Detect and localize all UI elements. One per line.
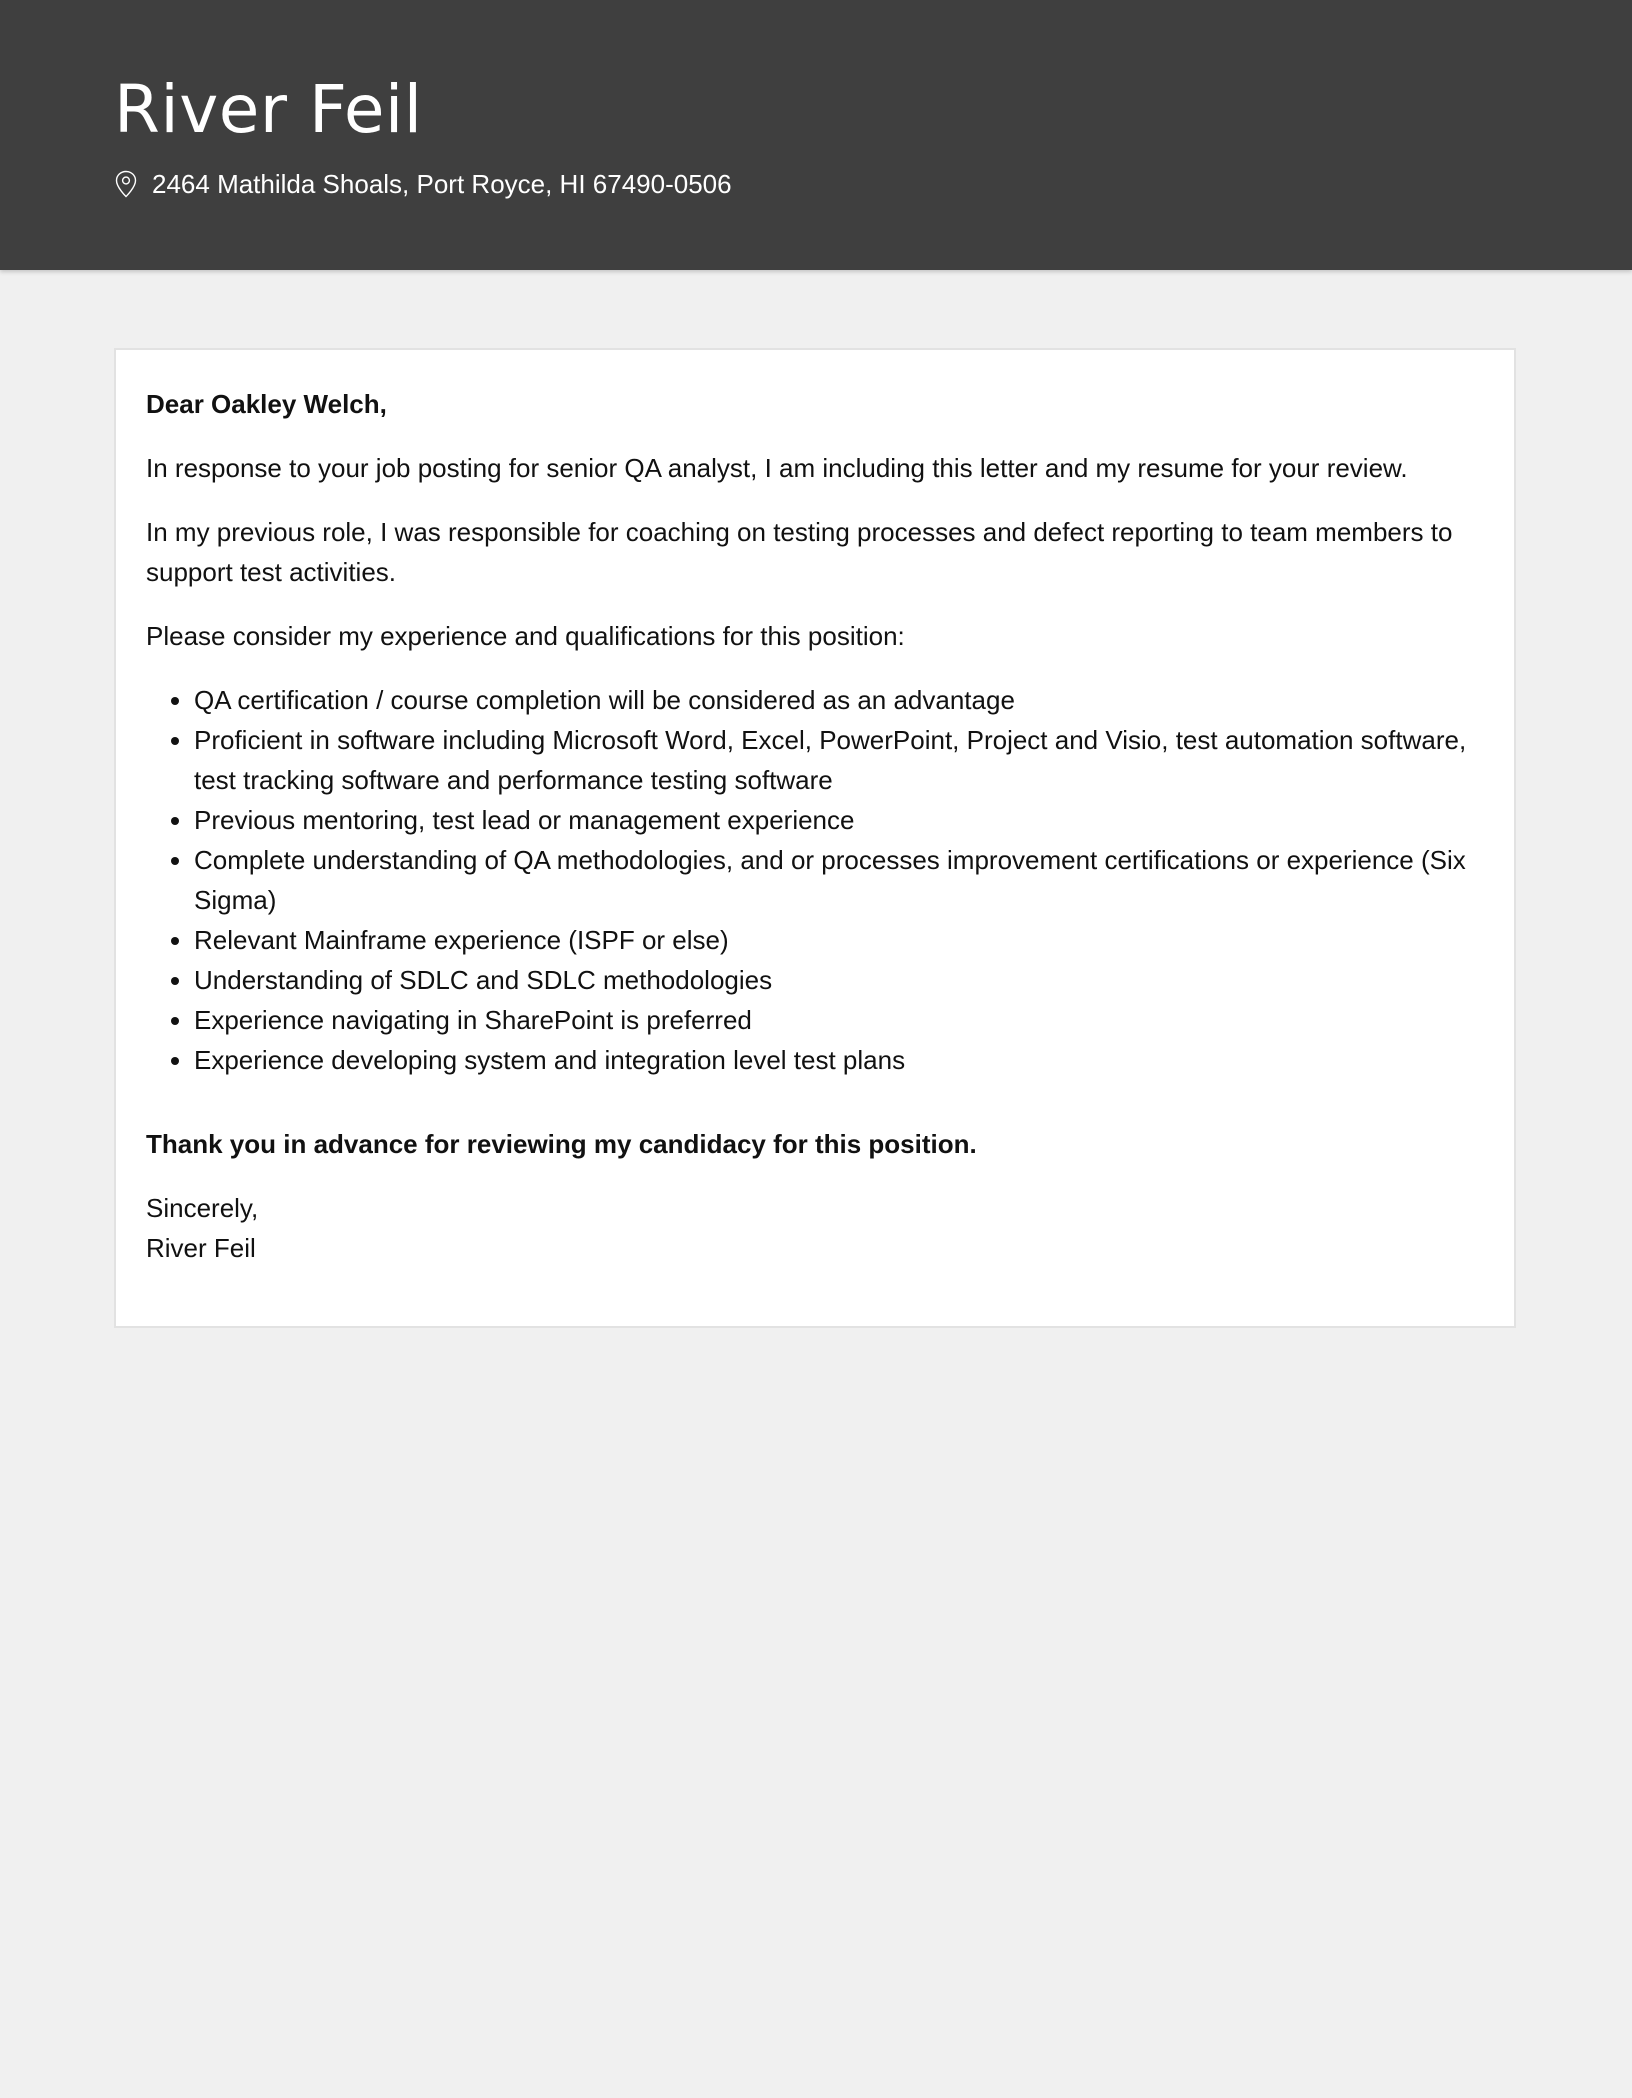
applicant-name: River Feil xyxy=(114,71,423,148)
intro-paragraph: In response to your job posting for senior QA analyst, I am including this letter and my resume for your review. xyxy=(146,453,1408,483)
closing-line: Thank you in advance for reviewing my candidacy for this position. xyxy=(146,1129,977,1159)
list-item: • Experience developing system and integration level test plans xyxy=(194,1040,1486,1080)
applicant-address: 2464 Mathilda Shoals, Port Royce, HI 67490-0506 xyxy=(152,168,732,199)
qualifications-list xyxy=(146,680,1486,1080)
qualifications-intro: Please consider my experience and qualifications for this position: xyxy=(146,621,905,651)
experience-paragraph: In my previous role, I was responsible for coaching on testing processes and defect reporting to team members to support test activities. xyxy=(146,517,1453,587)
letter-body xyxy=(146,384,1486,1268)
salutation: Dear Oakley Welch, xyxy=(146,389,387,419)
letter-card xyxy=(114,348,1516,1328)
header-banner xyxy=(0,0,1632,270)
list-item: • QA certification / course completion will be considered as an advantage xyxy=(194,680,1486,720)
list-item: • Understanding of SDLC and SDLC methodologies xyxy=(194,960,1486,1000)
map-pin-icon xyxy=(114,170,138,198)
list-item: • Experience navigating in SharePoint is preferred xyxy=(194,1000,1486,1040)
signoff: Sincerely, xyxy=(146,1193,259,1223)
signature-name: River Feil xyxy=(146,1233,256,1263)
list-item: • Proficient in software including Microsoft Word, Excel, PowerPoint, Project and Visio, test automation software, test tracking software and performance testing software xyxy=(194,720,1486,800)
address-row xyxy=(114,166,732,202)
list-item: • Previous mentoring, test lead or management experience xyxy=(194,800,1486,840)
list-item: • Relevant Mainframe experience (ISPF or else) xyxy=(194,920,1486,960)
list-item: • Complete understanding of QA methodologies, and or processes improvement certifications or experience (Six Sigma) xyxy=(194,840,1486,920)
